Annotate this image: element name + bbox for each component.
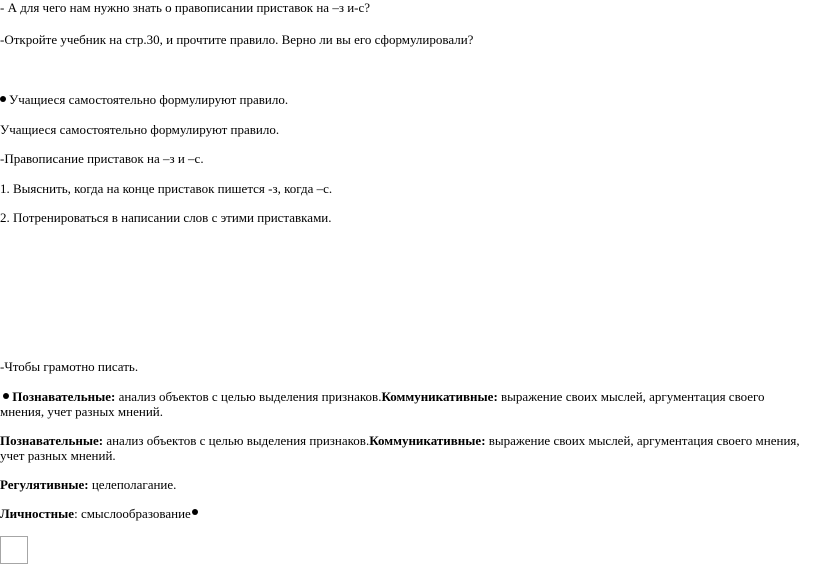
- students-formulate-rule: Учащиеся самостоятельно формулируют правило.: [0, 122, 280, 137]
- regulative-line: [0, 477, 176, 492]
- cognitive-text: анализ объектов с целью выделения признаков.: [115, 389, 382, 404]
- cognitive-label: Познавательные:: [12, 389, 116, 404]
- cognitive-label: Познавательные:: [0, 433, 104, 448]
- bullet-students-formulate: [0, 92, 288, 107]
- uud-bullet-paragraph: [0, 389, 806, 419]
- regulative-label: Регулятивные:: [0, 477, 89, 492]
- lesson-goal-1: 1. Выяснить, когда на конце приставок пишется -з, когда –с.: [0, 181, 333, 196]
- instruction-textbook: -Откройте учебник на стр.30, и прочтите правило. Верно ли вы его сформулировали?: [0, 32, 474, 47]
- bullet-icon: [0, 96, 6, 102]
- lesson-topic: -Правописание приставок на –з и –с.: [0, 151, 204, 166]
- cognitive-text: анализ объектов с целью выделения признаков.: [103, 433, 370, 448]
- bullet-text: Учащиеся самостоятельно формулируют правило.: [9, 92, 289, 107]
- answer-literacy: -Чтобы грамотно писать.: [0, 359, 139, 374]
- communicative-text: выражение своих мыслей, аргументация своего мнения, учет разных мнений.: [0, 389, 765, 419]
- question-prefixes: - А для чего нам нужно знать о правописании приставок на –з и-с?: [0, 0, 371, 15]
- communicative-text: выражение своих мыслей, аргументация своего мнения, учет разных мнений.: [0, 433, 800, 463]
- bullet-icon: [192, 509, 198, 515]
- personal-line: [0, 506, 198, 521]
- personal-text: : смыслообразование: [74, 506, 191, 521]
- checkbox[interactable]: [0, 536, 28, 564]
- uud-plain-paragraph: [0, 433, 806, 463]
- bullet-icon: [3, 393, 9, 399]
- regulative-text: целеполагание.: [88, 477, 177, 492]
- communicative-label: Коммуникативные:: [381, 389, 498, 404]
- personal-label: Личностные: [0, 506, 75, 521]
- lesson-goal-2: 2. Потренироваться в написании слов с этими приставками.: [0, 210, 332, 225]
- communicative-label: Коммуникативные:: [369, 433, 486, 448]
